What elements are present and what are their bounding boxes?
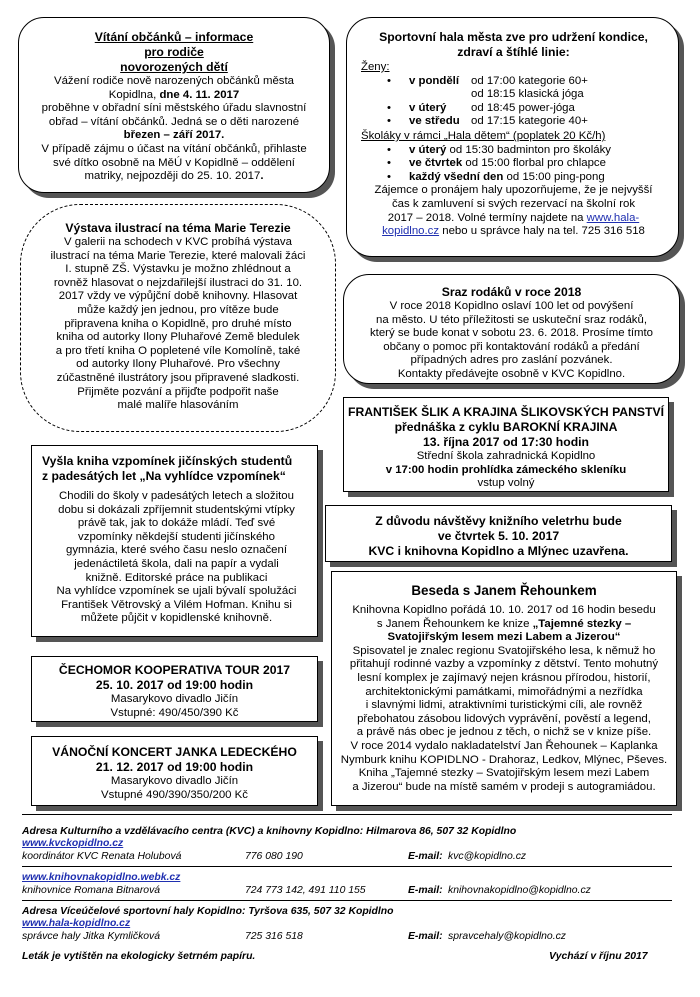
lecture-line-6: vstup volný bbox=[477, 477, 535, 490]
sport-kids-list bbox=[361, 144, 666, 185]
lecture-box bbox=[343, 397, 669, 492]
footer-row-lib-web bbox=[22, 872, 672, 884]
ledecky-title: VÁNOČNÍ KONCERT JANKA LEDECKÉHO bbox=[52, 745, 297, 759]
sport-box bbox=[346, 17, 679, 257]
cechomor-price: Vstupné: 490/450/390 Kč bbox=[110, 706, 239, 719]
book-box bbox=[31, 445, 318, 637]
lib-phone: 724 773 142, 491 110 155 bbox=[245, 884, 366, 896]
lib-email[interactable]: knihovnakopidlno@kopidlno.cz bbox=[448, 884, 591, 896]
sport-note-2: čas k zamluvení si svých rezervací na školní rok bbox=[391, 197, 636, 210]
sport-women-item-cont: od 18:15 klasická jóga bbox=[471, 88, 584, 101]
sport-note-4: kopidlno.cz nebo u správce haly na tel. 725 316 518 bbox=[382, 225, 645, 238]
beseda-line-2: s Janem Řehounkem ke knize „Tajemné stezky – bbox=[376, 617, 632, 630]
book-title-2: z padesátých let „Na vyhlídce vzpomínek“ bbox=[42, 469, 286, 483]
reunion-title: Sraz rodáků v roce 2018 bbox=[441, 285, 582, 299]
lib-web-link[interactable]: www.knihovnakopidlno.webk.cz bbox=[22, 872, 181, 884]
ledecky-price: Vstupné 490/390/350/200 Kč bbox=[101, 788, 248, 801]
welcome-line-7: své dítko osobně na MěÚ v Kopidlně – oddělení bbox=[53, 156, 295, 169]
sport-women-list bbox=[361, 75, 666, 129]
welcome-line-8: matriky, nejpozději do 25. 10. 2017. bbox=[84, 170, 264, 183]
sport-women-item: • v úterý od 18:45 power-jóga bbox=[361, 102, 666, 116]
beseda-title: Beseda s Janem Řehounkem bbox=[411, 583, 597, 598]
ledecky-date: 21. 12. 2017 od 19:00 hodin bbox=[95, 760, 254, 774]
sport-women-item: • ve středu od 17:15 kategorie 40+ bbox=[361, 115, 666, 129]
cechomor-date: 25. 10. 2017 od 19:00 hodin bbox=[95, 678, 254, 692]
welcome-line-1: Vážení rodiče nově narozených občánků města bbox=[54, 75, 294, 87]
beseda-text: Spisovatel je znalec regionu Svatojiřského lesa, k němuž ho přitahují rodinné vazby a vzpomínky z dětství. Tento mohutný lesní komplex je zajímavý nejen krásnou přírodou, historií, architektonickými památkami, mimořádnými a nezřídka i slavnými lidmi, atraktivními turistickými cíli, ale rovněž přebohatou zásobou lidových vyprávění, pověstí a legend, a právě nás obec je jednou z těch, o nichž se v knize píše. V roce 2014 vydalo nakladatelství Jan Řehounek – Kaplanka Nymburk knihu KOPIDLNO - Drahoraz, Ledkov, Mlýnec, Pševes. Kniha „Tajemné stezky – Svatojiřským lesem mezi Labem a Jizerou“ bude na místě samém v prodeji s autogramiádou. bbox=[340, 644, 668, 793]
exhibit-box bbox=[20, 204, 336, 432]
closure-line-3: KVC i knihovna Kopidlno a Mlýnec uzavřena. bbox=[368, 544, 629, 558]
ledecky-place: Masarykovo divadlo Jičín bbox=[110, 775, 239, 787]
sport-women-item: • v pondělí od 17:00 kategorie 60+ bbox=[361, 75, 666, 89]
footer bbox=[22, 826, 672, 964]
hall-phone: 725 316 518 bbox=[245, 930, 303, 942]
footer-row-kvc bbox=[22, 851, 672, 863]
sport-kids-item: • ve čtvrtek od 15:00 florbal pro chlapce bbox=[361, 157, 666, 171]
ledecky-box bbox=[31, 736, 318, 806]
sport-title-1: Sportovní hala města zve pro udržení kondice, bbox=[379, 30, 648, 44]
cechomor-title: ČECHOMOR KOOPERATIVA TOUR 2017 bbox=[58, 663, 291, 677]
reunion-box bbox=[343, 274, 680, 384]
hall-web-link[interactable]: www.hala-kopidlno.cz bbox=[22, 918, 131, 930]
footer-sep bbox=[22, 900, 672, 901]
footer-row-lib bbox=[22, 885, 672, 897]
hall-email-label: E-mail: bbox=[408, 930, 443, 942]
footer-row-hall bbox=[22, 931, 672, 943]
welcome-line-3: proběhne v obřadní síni městského úřadu slavnostní bbox=[41, 102, 307, 115]
welcome-title-3: novorozených dětí bbox=[120, 60, 228, 74]
hall-manager: správce haly Jitka Kymličková bbox=[22, 930, 161, 942]
welcome-line-4: obřad – vítání občánků. Jedná se o děti narozené bbox=[48, 115, 300, 128]
kvc-phone: 776 080 190 bbox=[245, 850, 303, 862]
hala-link-cont[interactable]: kopidlno.cz bbox=[382, 225, 440, 238]
beseda-line-1: Knihovna Kopidlno pořádá 10. 10. 2017 od 16 hodin besedu bbox=[352, 604, 656, 616]
welcome-line-5: březen – září 2017. bbox=[123, 129, 225, 142]
book-text: Chodili do školy v padesátých letech a složitou dobu si dokázali zpříjemnit studentskými vtípky právě tak, jak to dokáže mládí. Teď své vzpomínky někdejší studenti jičínského gymnázia, které svého času neslo označení jedenáctiletá škola, dali na papír a vydali knižně. Editorské práce na publikaci Na vyhlídce vzpomínek se ujali bývalí spolužáci František Větrovský a Vilém Hofman. Knihu si můžete půjčit v kopidlenské knihovně. bbox=[56, 490, 297, 625]
cechomor-box bbox=[31, 656, 318, 722]
lecture-line-2: přednáška z cyklu BAROKNÍ KRAJINA bbox=[394, 420, 618, 434]
closure-box bbox=[325, 505, 672, 562]
lecture-line-5: v 17:00 hodin prohlídka zámeckého skleníku bbox=[385, 463, 627, 476]
footer-row-kvc-web bbox=[22, 838, 672, 850]
lecture-line-3: 13. října 2017 od 17:30 hodin bbox=[423, 435, 589, 449]
sport-note-1: Zájemce o pronájem haly upozorňujeme, že je nejvyšší bbox=[374, 184, 653, 197]
kvc-web-link[interactable]: www.kvckopidlno.cz bbox=[22, 838, 124, 850]
hala-link[interactable]: www.hala- bbox=[586, 211, 640, 224]
kvc-coordinator: koordinátor KVC Renata Holubová bbox=[22, 850, 182, 862]
footer-sep bbox=[22, 866, 672, 867]
book-title-1: Vyšla kniha vzpomínek jičínských studentů bbox=[42, 454, 293, 468]
sport-kids-label: Školáky v rámci „Hala dětem“ (poplatek 20 Kč/h) bbox=[361, 129, 606, 142]
welcome-line-6: V případě zájmu o účast na vítání občánků, přihlaste bbox=[41, 142, 307, 155]
eco-note: Leták je vytištěn na ekologicky šetrném papíru. bbox=[22, 951, 256, 963]
lib-email-label: E-mail: bbox=[408, 884, 443, 896]
lib-coordinator: knihovnice Romana Bitnarová bbox=[22, 884, 161, 896]
exhibit-text: V galerii na schodech v KVC probíhá výstava ilustrací na téma Marie Terezie, které malovali žáci I. stupně ZŠ. Výstavku je možno zhlédnout a rovněž hlasovat o nejzdařilejší ilustraci do 31. 10. 2017 vždy ve výpůjční době knihovny. Hlasovat může každý jen jednou, pro vítěze bude připravena kniha o Kopidlně, pro druhé místo kniha od autorky Ilony Pluhařové Země bledulek a pro třetí kniha O popletené víle Komolíně, také od autorky Ilony Pluhařové. Pro všechny zúčastněné ilustrátory jsou připravené sladkosti. Přijměte pozvání a přijďte podpořit naše malé malíře hlasováním bbox=[50, 236, 306, 412]
sport-kids-item: • v úterý od 15:30 badminton pro školáky bbox=[361, 144, 666, 158]
closure-line-1: Z důvodu návštěvy knižního veletrhu bude bbox=[375, 514, 622, 528]
reunion-line: V roce 2018 Kopidlno oslaví 100 let od povýšení bbox=[389, 300, 634, 312]
footer-row-bottom bbox=[22, 951, 672, 963]
closure-line-2: ve čtvrtek 5. 10. 2017 bbox=[437, 529, 560, 543]
welcome-title-2: pro rodiče bbox=[144, 45, 204, 59]
reunion-line: který se bude konat v sobotu 23. 6. 2018. Prosíme tímto bbox=[369, 327, 654, 340]
hall-email[interactable]: spravcehaly@kopidlno.cz bbox=[448, 930, 566, 942]
welcome-box bbox=[18, 17, 330, 193]
footer-row-hall-web bbox=[22, 918, 672, 930]
reunion-line: občany o pomoc při kontaktování rodáků a předání bbox=[383, 340, 640, 353]
reunion-line: Kontakty předávejte osobně v KVC Kopidlno. bbox=[397, 367, 626, 380]
beseda-line-3: Svatojiřským lesem mezi Labem a Jizerou“ bbox=[387, 631, 621, 644]
welcome-line-2: Kopidlna, dne 4. 11. 2017 bbox=[108, 88, 240, 101]
footer-address-kvc: Adresa Kulturního a vzdělávacího centra (KVC) a knihovny Kopidlno: Hilmarova 86, 507 32 Kopidlno bbox=[22, 826, 517, 837]
lecture-line-4: Střední škola zahradnická Kopidlno bbox=[416, 450, 596, 462]
kvc-email-label: E-mail: bbox=[408, 850, 443, 862]
welcome-title-1: Vítání občánků – informace bbox=[94, 30, 254, 44]
issue-note: Vychází v říjnu 2017 bbox=[549, 951, 648, 963]
beseda-box bbox=[331, 571, 677, 806]
sport-note-3: 2017 – 2018. Volné termíny najdete na www.hala- bbox=[387, 211, 640, 224]
reunion-line: na město. U této příležitosti se uskuteční sraz rodáků, bbox=[376, 313, 647, 326]
footer-address-hall: Adresa Víceúčelové sportovní haly Kopidlno: Tyršova 635, 507 32 Kopidlno bbox=[22, 905, 394, 917]
footer-divider bbox=[22, 814, 672, 815]
reunion-line: případných adres pro zaslání pozvánek. bbox=[410, 354, 613, 367]
lecture-line-1: FRANTIŠEK ŠLIK A KRAJINA ŠLIKOVSKÝCH PANSTVÍ bbox=[348, 405, 664, 419]
sport-title-2: zdraví a štíhlé linie: bbox=[457, 45, 570, 59]
exhibit-title: Výstava ilustrací na téma Marie Terezie bbox=[65, 221, 291, 235]
cechomor-place: Masarykovo divadlo Jičín bbox=[110, 693, 239, 705]
kvc-email[interactable]: kvc@kopidlno.cz bbox=[448, 850, 527, 862]
sport-kids-item: • každý všední den od 15:00 ping-pong bbox=[361, 171, 666, 185]
sport-women-label: Ženy: bbox=[361, 61, 390, 73]
